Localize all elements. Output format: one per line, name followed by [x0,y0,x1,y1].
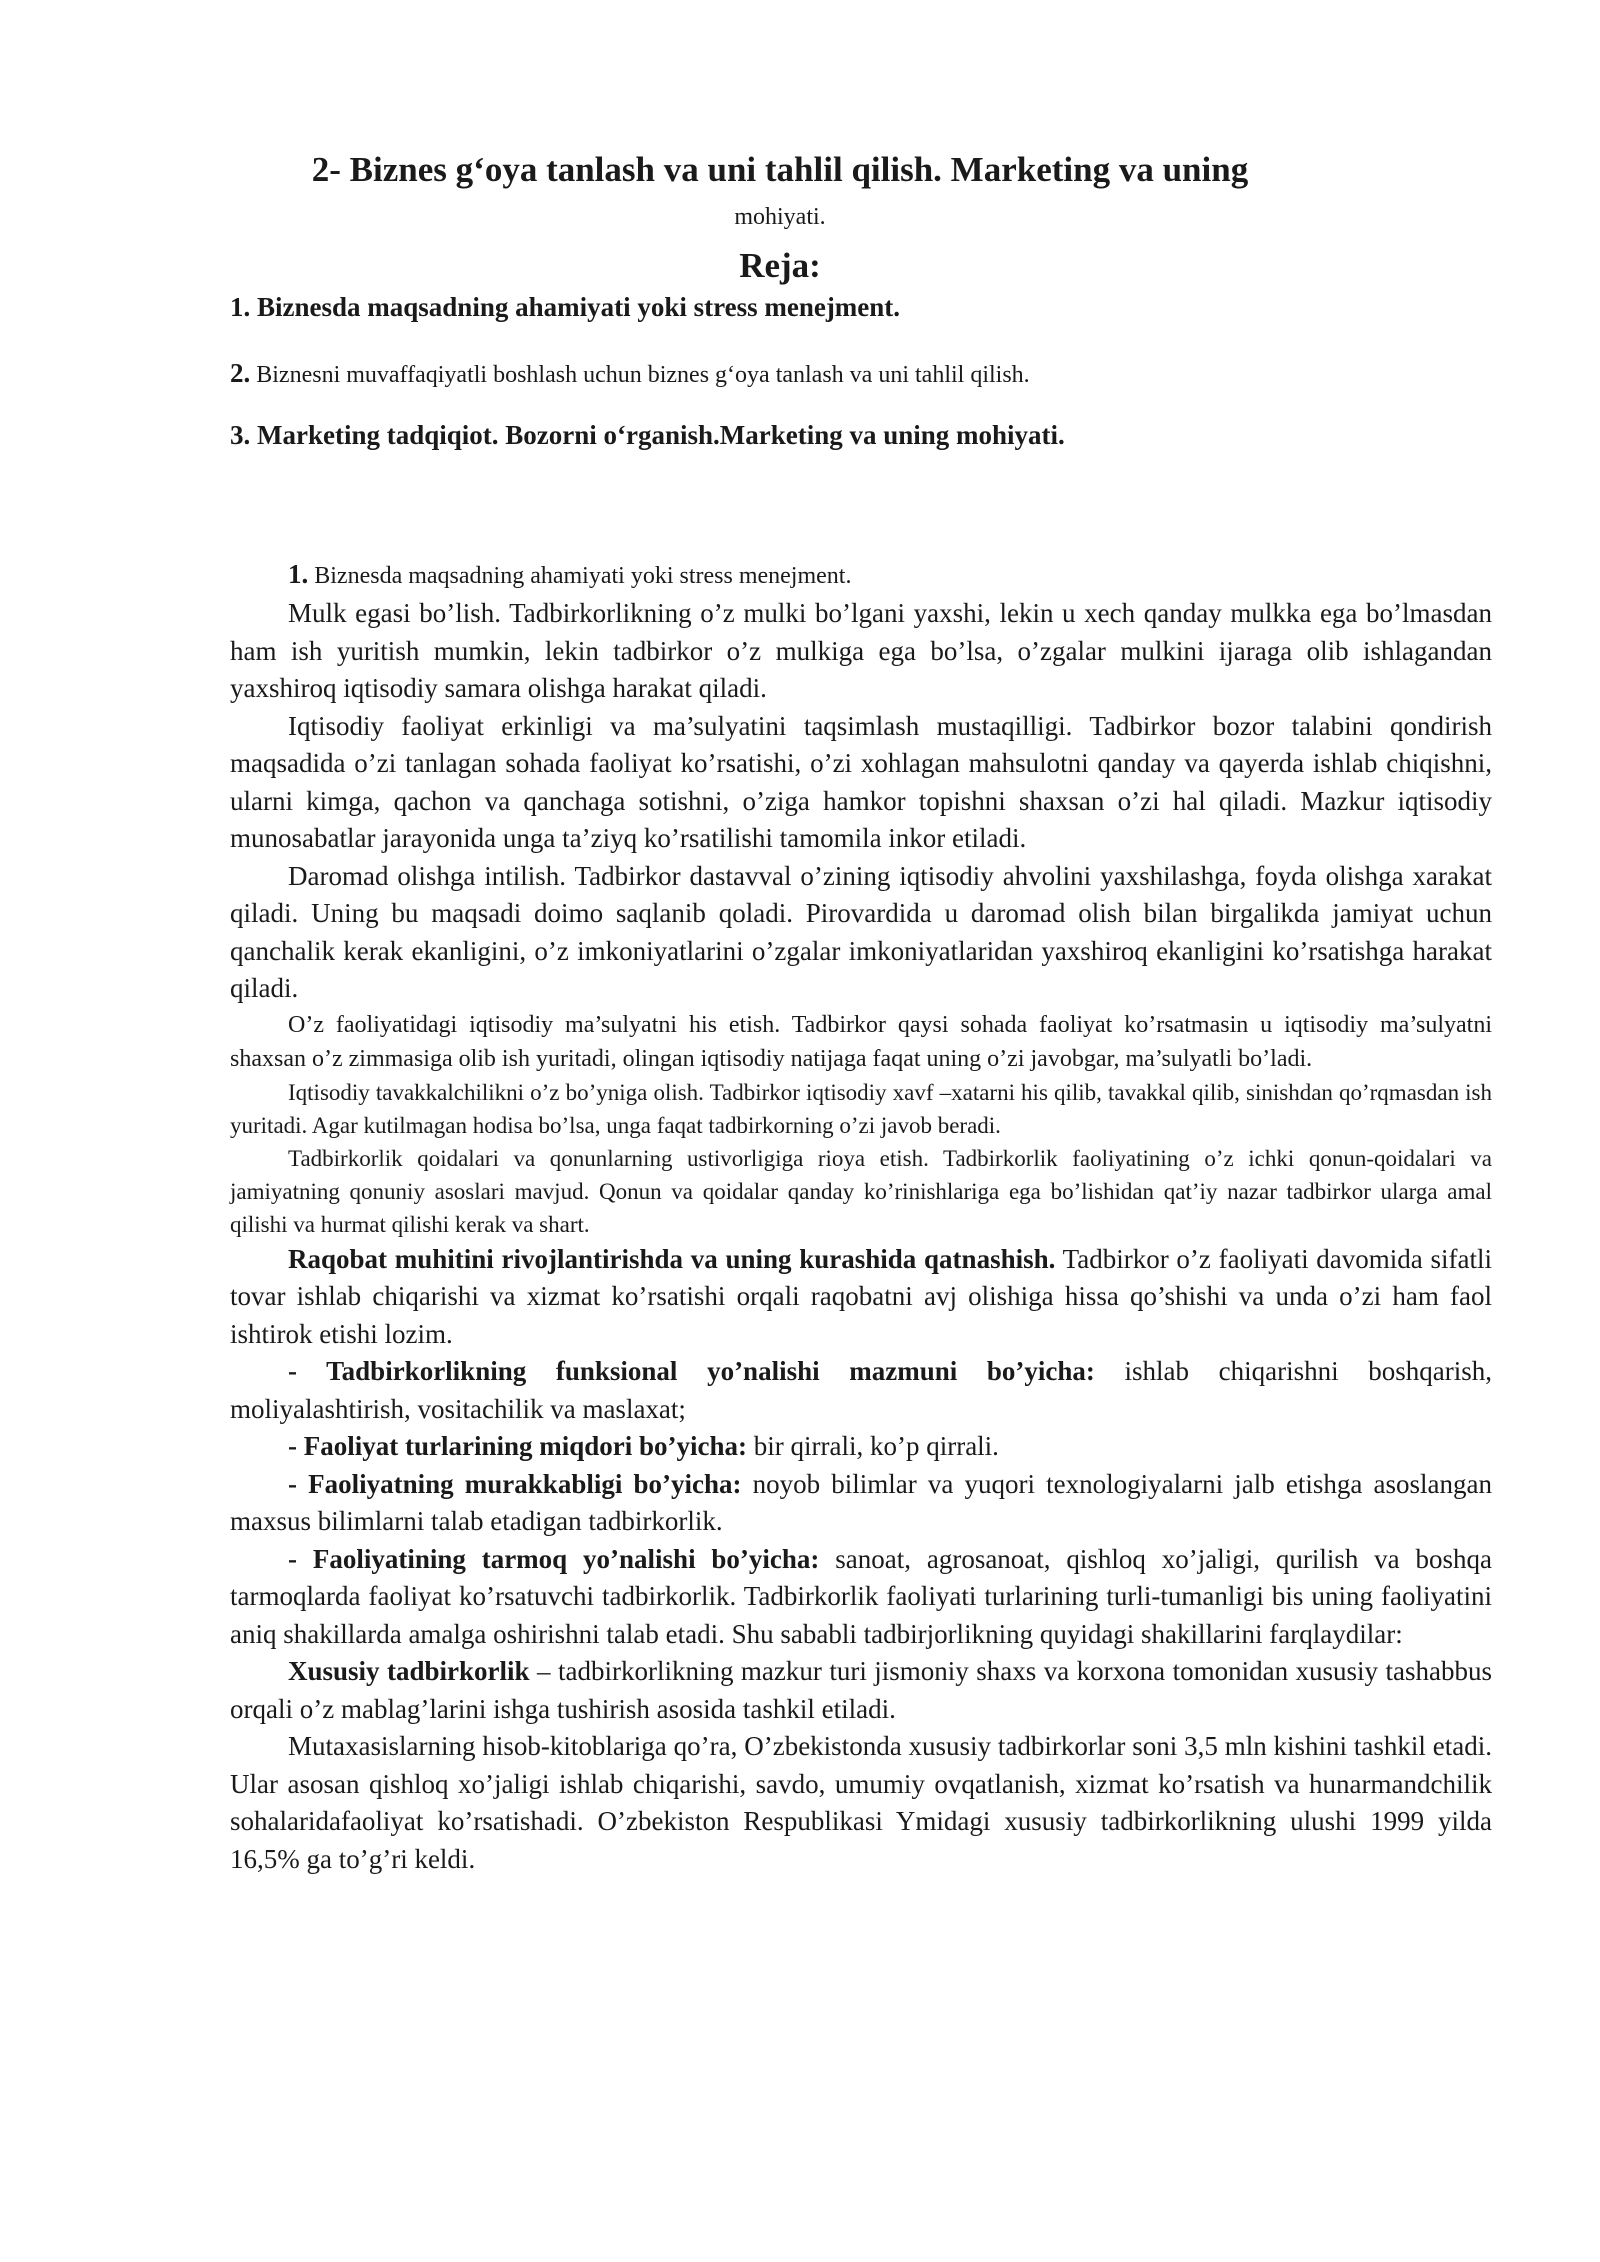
paragraph [230,1653,1492,1728]
classification-item [230,1466,1492,1541]
plan-item-2 [230,358,1030,389]
classification-text: bir qirrali, ko’p qirrali. [747,1431,999,1461]
document-title: 2- Biznes g‘oya tanlash va uni tahlil qilish. Marketing va uning [311,150,1249,189]
classification-text: sanoat, agrosanoat, qishloq xo’jaligi, qurilish va boshqa tarmoqlarda faoliyat ko’rsatuvchi tadbirkorlik. Tadbirkorlik faoliyati turlarining turli-tumanligi bis uning faoliyatini aniq shakillarda amalga oshirishni talab etadi. Shu sababli tadbirjorlikning quyidagi shakillarini farqlaydilar: [230,1543,1492,1649]
classification-text: noyob bilimlar va yuqori texnologiyalarni jalb etishga asoslangan maxsus bilimlarni talab etadigan tadbirkorlik. [230,1468,1493,1536]
plan-item-number: 2. [230,358,251,388]
classification-text: ishlab chiqarishni boshqarish, moliyalashtirish, vositachilik va maslaxat; [230,1356,1492,1424]
paragraph-text: Tadbirkor o’z faoliyati davomida sifatli tovar ishlab chiqarishi va xizmat ko’rsatishi orqali raqobatni avj olishiga hissa qo’shishi va unda o’zi ham faol ishtirok etishi lozim. [230,1243,1492,1349]
classification-label: - Faoliyatining tarmoq yo’nalishi bo’yicha: [288,1543,820,1574]
plan-item-3 [230,420,1065,451]
plan-item-text: Marketing tadqiqiot. Bozorni o‘rganish.Marketing va uning mohiyati. [257,420,1065,450]
plan-item-text: Biznesni muvaffaqiyatli boshlash uchun biznes g‘oya tanlash va uni tahlil qilish. [256,362,1030,388]
classification-label: - Faoliyat turlarining miqdori bo’yicha: [288,1431,747,1461]
section-number: 1. [288,559,309,589]
document-title-continuation: mohiyati. [734,204,826,230]
paragraph: O’z faoliyatidagi iqtisodiy ma’sulyatni his etish. Tadbirkor qaysi sohada faoliyat ko’rsatmasin u iqtisodiy ma’sulyatni shaxsan o’z zimmasiga olib ish yuritadi, olingan iqtisodiy natijaga faqat uning o’zi javobgar, ma’sulyatli bo’ladi. [230,1011,1492,1072]
classification-item [230,1428,1492,1466]
paragraph: Daromad olishga intilish. Tadbirkor dastavval o’zining iqtisodiy ahvolini yaxshilashga, foyda olishga xarakat qiladi. Uning bu maqsadi doimo saqlanib qoladi. Pirovardida u daromad olish bilan birgalikda jamiyat uchun qanchalik kerak ekanligini, o’z imkoniyatlarini o’zgalar imkoniyatlaridan yaxshiroq ekanligini ko’rsatishga harakat qiladi. [230,860,1492,1003]
paragraph: Iqtisodiy faoliyat erkinligi va ma’sulyatini taqsimlash mustaqilligi. Tadbirkor bozor talabini qondirish maqsadida o’zi tanlagan sohada faoliyat ko’rsatishi, o’zi xohlagan mahsulotni qanday va qayerda ishlab chiqishni, ularni kimga, qachon va qanchaga sotishni, o’ziga hamkor topishni shaxsan o’zi hal qiladi. Mazkur iqtisodiy munosabatlar jarayonida unga ta’ziyq ko’rsatilishi tamomila inkor etiladi. [230,710,1492,853]
paragraph: Mulk egasi bo’lish. Tadbirkorlikning o’z mulki bo’lgani yaxshi, lekin u xech qanday mulkka ega bo’lmasdan ham ish yuritish mumkin, lekin tadbirkor o’z mulkiga ega bo’lsa, o’zgalar mulkini ijaraga olib ishlagandan yaxshiroq iqtisodiy samara olishga harakat qiladi. [230,598,1492,703]
plan-item-text: Biznesda maqsadning ahamiyati yoki stress menejment. [257,292,901,322]
paragraph-bold-lead: Xususiy tadbirkorlik [288,1656,530,1686]
paragraph: Iqtisodiy tavakkalchilikni o’z bo’yniga olish. Tadbirkor iqtisodiy xavf –xatarni his qilib, tavakkal qilib, sinishdan qo’rqmasdan ish yuritadi. Agar kutilmagan hodisa bo’lsa, unga faqat tadbirkorning o’zi javob beradi. [230,1079,1492,1138]
paragraph-bold-lead: Raqobat muhitini rivojlantirishda va uning kurashida qatnashish. [288,1243,1056,1274]
classification-label: - Tadbirkorlikning funksional yo’nalishi mazmuni bo’yicha: [288,1356,1095,1386]
section-title: Biznesda maqsadning ahamiyati yoki stress menejment. [314,563,852,589]
classification-label: - Faoliyatning murakkabligi bo’yicha: [288,1468,742,1499]
paragraph: Mutaxasislarning hisob-kitoblariga qo’ra, O’zbekistonda xususiy tadbirkorlar soni 3,5 mln kishini tashkil etadi. Ular asosan qishloq xo’jaligi ishlab chiqarishi, savdo, umumiy ovqatlanish, xizmat ko’rsatish va hunarmandchilik sohalaridafaoliyat ko’rsatishadi. O’zbekiston Respublikasi Ymidagi xususiy tadbirkorlikning ulushi 1999 yilda 16,5% ga to’g’ri keldi. [230,1731,1492,1874]
paragraph-text: – tadbirkorlikning mazkur turi jismoniy shaxs va korxona tomonidan xususiy tashabbus orqali o’z mablag’larini ishga tushirish asosida tashkil etiladi. [230,1656,1493,1724]
plan-item-1 [230,292,900,323]
document-body [230,556,1492,1878]
plan-item-number: 1. [230,292,251,322]
plan-item-number: 3. [230,420,251,450]
paragraph [230,1241,1492,1354]
paragraph: Tadbirkorlik qoidalari va qonunlarning ustivorligiga rioya etish. Tadbirkorlik faoliyatining o’z ichki qonun-qoidalari va jamiyatning qonuniy asoslari mavjud. Qonun va qoidalar qanday ko’rinishlariga ega bo’lishidan qat’iy nazar tadbirkor ularga amal qilishi va hurmat qilishi kerak va shart. [230,1145,1492,1237]
section-heading [230,556,1492,595]
classification-item [230,1541,1492,1654]
plan-heading: Reja: [739,246,821,285]
classification-item [230,1353,1492,1428]
